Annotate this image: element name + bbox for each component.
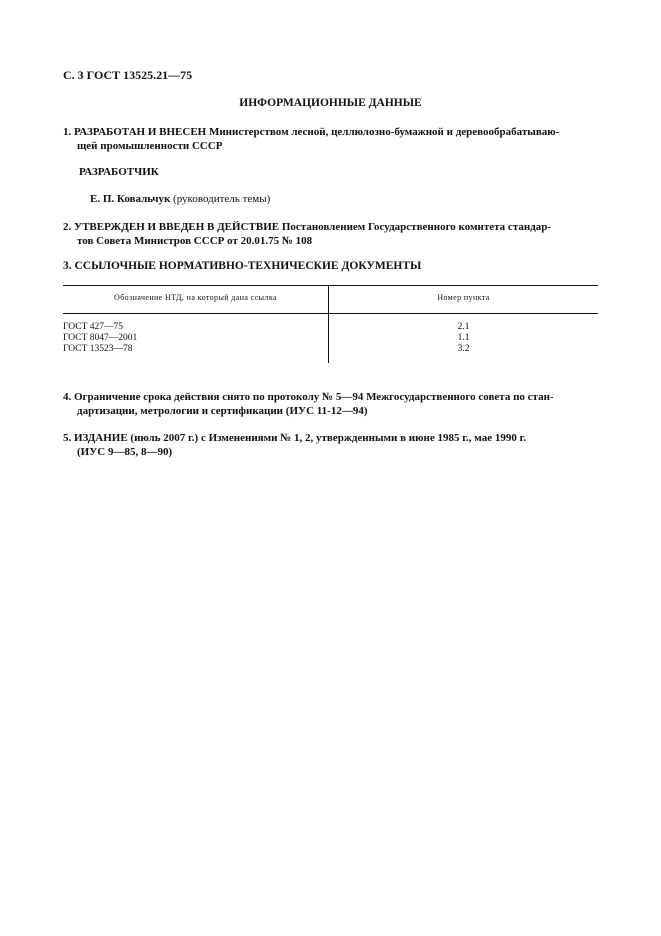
table-header-item: Номер пункта xyxy=(437,293,490,302)
section-5-line-2: (ИУС 9—85, 8—90) xyxy=(77,446,173,458)
table-row xyxy=(63,344,598,355)
section-1-line-1: 1. РАЗРАБОТАН И ВНЕСЕН Министерством лесной, целлюлозно-бумажной и деревообрабатываю- xyxy=(63,126,560,138)
table-body xyxy=(63,322,598,355)
section-4-line-1: 4. Ограничение срока действия снято по протоколу № 5—94 Межгосударственного совета по стан- xyxy=(63,391,554,403)
developer-entry xyxy=(90,193,270,205)
section-4-line-2: дартизации, метрологии и сертификации (ИУС 11-12—94) xyxy=(77,405,368,417)
page-header: С. 3 ГОСТ 13525.21—75 xyxy=(63,68,193,82)
table-header-doc: Обозначение НТД, на который дана ссылка xyxy=(114,293,277,302)
page-title: ИНФОРМАЦИОННЫЕ ДАННЫЕ xyxy=(239,97,422,109)
section-5-line-1: 5. ИЗДАНИЕ (июль 2007 г.) с Изменениями № 1, 2, утвержденными в июне 1985 г., мае 1990 г. xyxy=(63,432,527,444)
developer-role: (руководитель темы) xyxy=(173,193,271,205)
developer-name: Е. П. Ковальчук xyxy=(90,193,171,205)
table-row xyxy=(63,333,598,344)
table-cell-doc: ГОСТ 427—75 xyxy=(63,322,123,332)
section-3-title: 3. ССЫЛОЧНЫЕ НОРМАТИВНО-ТЕХНИЧЕСКИЕ ДОКУМЕНТЫ xyxy=(63,260,422,272)
section-5 xyxy=(63,431,598,459)
section-1 xyxy=(63,125,598,153)
section-4 xyxy=(63,390,598,418)
developer-label: РАЗРАБОТЧИК xyxy=(79,166,159,178)
section-2-line-1: 2. УТВЕРЖДЕН И ВВЕДЕН В ДЕЙСТВИЕ Постановлением Государственного комитета стандар- xyxy=(63,221,552,233)
table-header-rule xyxy=(63,313,598,314)
table-top-rule xyxy=(63,285,598,286)
section-1-line-2: щей промышленности СССР xyxy=(77,140,223,152)
table-cell-doc: ГОСТ 8047—2001 xyxy=(63,333,138,343)
table-cell-doc: ГОСТ 13523—78 xyxy=(63,344,133,354)
table-row xyxy=(63,322,598,333)
table-cell-item: 2.1 xyxy=(457,322,470,332)
section-2 xyxy=(63,220,598,248)
table-cell-item: 3.2 xyxy=(457,344,470,354)
reference-table xyxy=(63,285,598,363)
table-cell-item: 1.1 xyxy=(457,333,470,343)
section-2-line-2: тов Совета Министров СССР от 20.01.75 № 108 xyxy=(77,235,313,247)
